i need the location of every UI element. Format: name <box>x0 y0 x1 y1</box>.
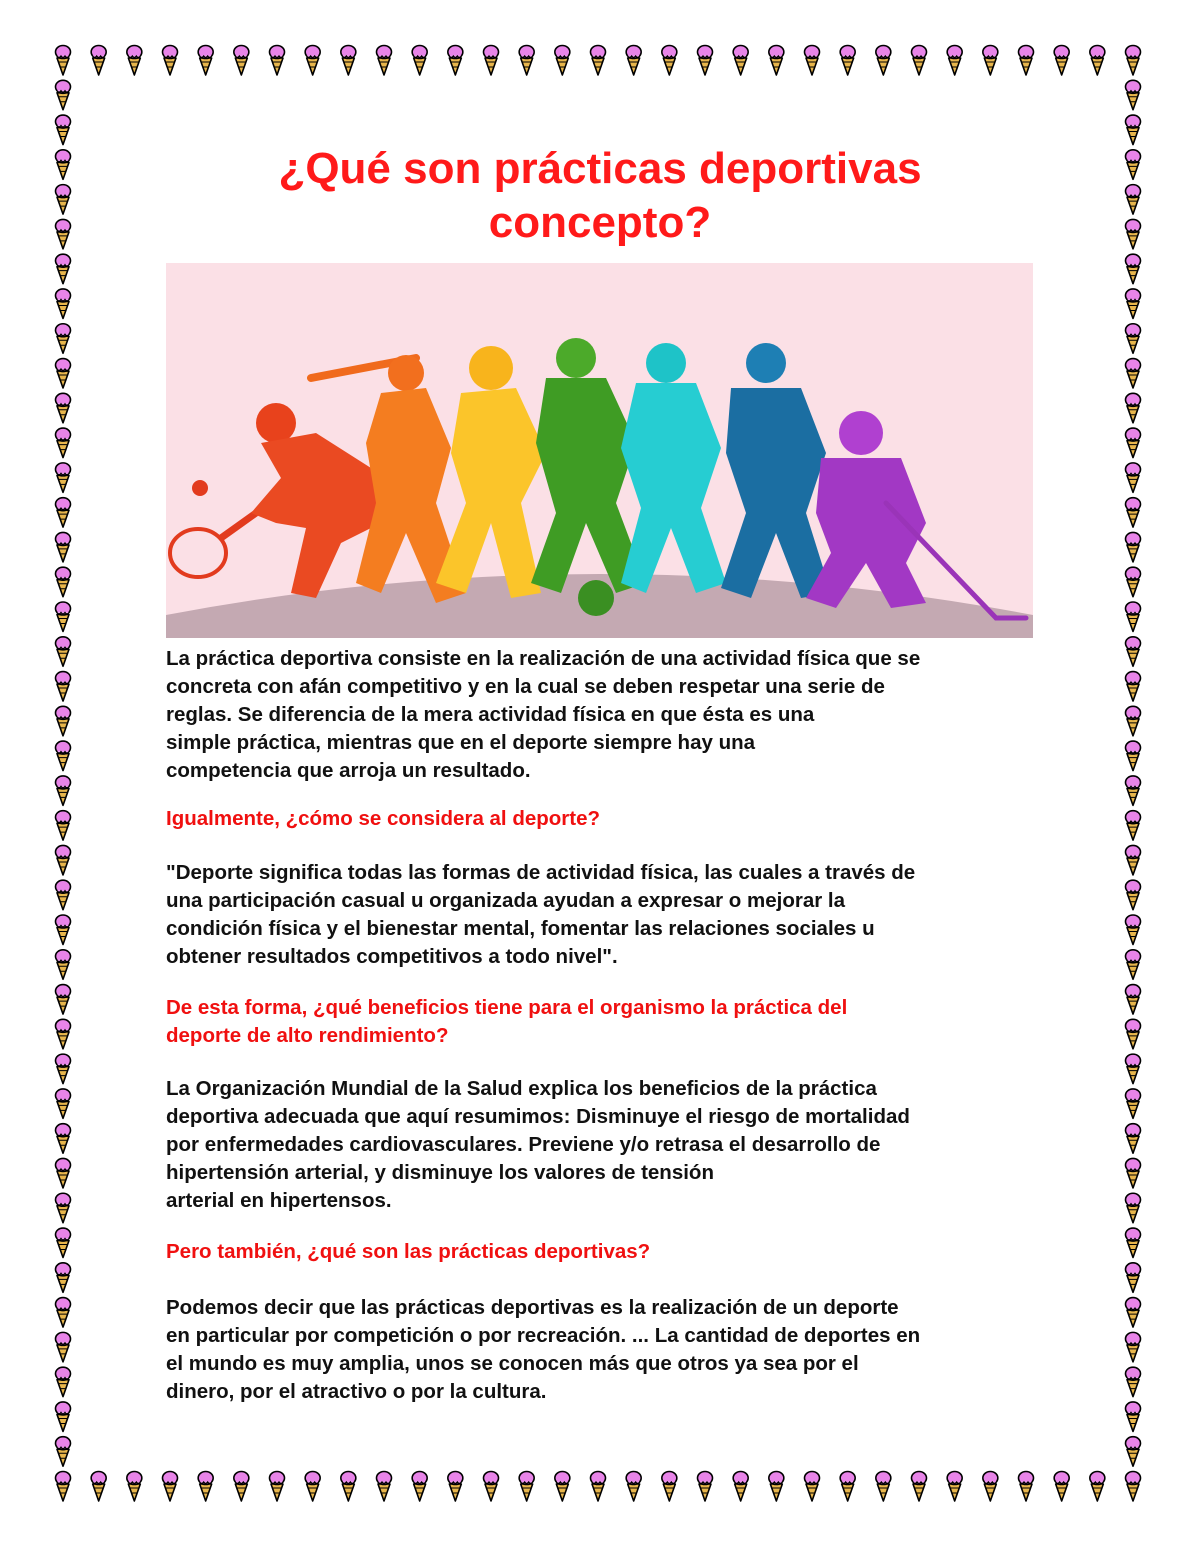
question-heading-3 <box>166 1238 1046 1266</box>
ice-cream-cone-icon <box>840 46 855 76</box>
ice-cream-cone-icon <box>56 393 71 423</box>
ice-cream-cone-icon <box>377 46 392 76</box>
ice-cream-cone-icon <box>1126 1263 1141 1293</box>
ice-cream-cone-icon <box>127 1472 142 1502</box>
text-line: competencia que arroja un resultado. <box>166 759 531 782</box>
ice-cream-cone-icon <box>1126 1193 1141 1223</box>
ice-cream-cone-icon <box>1126 776 1141 806</box>
ice-cream-cone-icon <box>56 1332 71 1362</box>
ice-cream-cone-icon <box>56 1402 71 1432</box>
ice-cream-cone-icon <box>876 1472 891 1502</box>
ice-cream-cone-icon <box>56 950 71 980</box>
ice-cream-cone-icon <box>56 706 71 736</box>
text-line: por enfermedades cardiovasculares. Previene y/o retrasa el desarrollo de <box>166 1133 881 1156</box>
ice-cream-cone-icon <box>1054 1472 1069 1502</box>
ice-cream-cone-icon <box>56 1472 71 1502</box>
ice-cream-cone-icon <box>234 1472 249 1502</box>
text-line: "Deporte significa todas las formas de actividad física, las cuales a través de <box>166 861 916 884</box>
page-title-line1: ¿Qué son prácticas deportivas <box>278 144 922 193</box>
ice-cream-cone-icon <box>91 1472 106 1502</box>
ice-cream-cone-icon <box>1126 811 1141 841</box>
text-line: una participación casual u organizada ayudan a expresar o mejorar la <box>166 889 846 912</box>
ice-cream-cone-icon <box>127 46 142 76</box>
ice-cream-cone-icon <box>377 1472 392 1502</box>
text-line: el mundo es muy amplia, unos se conocen más que otros ya sea por el <box>166 1352 859 1375</box>
ice-cream-cone-icon <box>56 289 71 319</box>
ice-cream-cone-icon <box>947 46 962 76</box>
ice-cream-cone-icon <box>983 1472 998 1502</box>
ice-cream-cone-icon <box>448 46 463 76</box>
page-title <box>150 142 1050 250</box>
text-line: deportiva adecuada que aquí resumimos: Disminuye el riesgo de mortalidad <box>166 1105 910 1128</box>
paragraph-definition <box>166 859 1046 971</box>
ice-cream-cone-icon <box>1126 880 1141 910</box>
ice-cream-cone-icon <box>733 1472 748 1502</box>
ice-cream-cone-icon <box>412 1472 427 1502</box>
ice-cream-cone-icon <box>1019 46 1034 76</box>
ice-cream-cone-icon <box>519 46 534 76</box>
ice-cream-cone-icon <box>56 567 71 597</box>
ice-cream-cone-icon <box>270 46 285 76</box>
ice-cream-cone-icon <box>1126 1298 1141 1328</box>
ice-cream-cone-icon <box>56 672 71 702</box>
ice-cream-cone-icon <box>1126 532 1141 562</box>
ice-cream-cone-icon <box>56 985 71 1015</box>
ice-cream-cone-icon <box>56 463 71 493</box>
ice-cream-cone-icon <box>56 845 71 875</box>
ice-cream-cone-icon <box>1126 359 1141 389</box>
ice-cream-cone-icon <box>56 254 71 284</box>
ice-cream-cone-icon <box>56 1298 71 1328</box>
ice-cream-cone-icon <box>1126 1019 1141 1049</box>
ice-cream-cone-icon <box>1126 498 1141 528</box>
text-line: obtener resultados competitivos a todo nivel". <box>166 945 618 968</box>
ice-cream-cone-icon <box>56 880 71 910</box>
ice-cream-cone-icon <box>1126 324 1141 354</box>
ice-cream-cone-icon <box>662 46 677 76</box>
ice-cream-cone-icon <box>1126 567 1141 597</box>
ice-cream-cone-icon <box>1126 915 1141 945</box>
ice-cream-cone-icon <box>1126 672 1141 702</box>
ice-cream-cone-icon <box>983 46 998 76</box>
ice-cream-cone-icon <box>56 1263 71 1293</box>
ice-cream-cone-icon <box>876 46 891 76</box>
text-line: en particular por competición o por recreación. ... La cantidad de deportes en <box>166 1324 921 1347</box>
text-line: simple práctica, mientras que en el deporte siempre hay una <box>166 731 756 754</box>
ice-cream-cone-icon <box>56 46 71 76</box>
ice-cream-cone-icon <box>56 602 71 632</box>
ice-cream-cone-icon <box>1126 845 1141 875</box>
ice-cream-cone-icon <box>769 1472 784 1502</box>
ice-cream-cone-icon <box>270 1472 285 1502</box>
ice-cream-cone-icon <box>591 1472 606 1502</box>
ice-cream-cone-icon <box>234 46 249 76</box>
text-line: hipertensión arterial, y disminuye los valores de tensión <box>166 1161 714 1184</box>
ice-cream-cone-icon <box>198 46 213 76</box>
ice-cream-cone-icon <box>56 741 71 771</box>
ice-cream-cone-icon <box>56 1124 71 1154</box>
ice-cream-cone-icon <box>163 46 178 76</box>
ice-cream-cone-icon <box>56 1019 71 1049</box>
ice-cream-cone-icon <box>1126 706 1141 736</box>
text-line: reglas. Se diferencia de la mera actividad física en que ésta es una <box>166 703 815 726</box>
paragraph-intro <box>166 645 1046 785</box>
ice-cream-cone-icon <box>1019 1472 1034 1502</box>
ice-cream-cone-icon <box>56 915 71 945</box>
text-line: dinero, por el atractivo o por la cultura. <box>166 1380 547 1403</box>
ice-cream-cone-icon <box>1126 1228 1141 1258</box>
question-heading-2 <box>166 994 1046 1050</box>
question-heading-1 <box>166 805 1046 833</box>
ice-cream-cone-icon <box>56 1193 71 1223</box>
ice-cream-cone-icon <box>484 1472 499 1502</box>
ice-cream-cone-icon <box>1126 1367 1141 1397</box>
ice-cream-cone-icon <box>698 1472 713 1502</box>
ice-cream-cone-icon <box>1126 1472 1141 1502</box>
ice-cream-cone-icon <box>1126 219 1141 249</box>
ice-cream-cone-icon <box>1126 602 1141 632</box>
ice-cream-cone-icon <box>1126 1158 1141 1188</box>
ice-cream-cone-icon <box>1126 1437 1141 1467</box>
athletes-illustration <box>166 263 1033 638</box>
text-line: deporte de alto rendimiento? <box>166 1024 449 1047</box>
ice-cream-cone-icon <box>805 1472 820 1502</box>
ice-cream-cone-icon <box>662 1472 677 1502</box>
ice-cream-cone-icon <box>305 46 320 76</box>
ice-cream-cone-icon <box>1126 428 1141 458</box>
ice-cream-cone-icon <box>805 46 820 76</box>
ice-cream-cone-icon <box>626 46 641 76</box>
ice-cream-cone-icon <box>91 46 106 76</box>
ice-cream-cone-icon <box>341 1472 356 1502</box>
text-line: De esta forma, ¿qué beneficios tiene para el organismo la práctica del <box>166 996 848 1019</box>
text-line: condición física y el bienestar mental, fomentar las relaciones sociales u <box>166 917 875 940</box>
ice-cream-cone-icon <box>912 1472 927 1502</box>
ice-cream-cone-icon <box>947 1472 962 1502</box>
ice-cream-cone-icon <box>484 46 499 76</box>
ice-cream-cone-icon <box>448 1472 463 1502</box>
page-title-line2: concepto? <box>488 198 712 247</box>
ice-cream-cone-icon <box>733 46 748 76</box>
ice-cream-cone-icon <box>163 1472 178 1502</box>
text-line: Pero también, ¿qué son las prácticas deportivas? <box>166 1240 651 1263</box>
ice-cream-cone-icon <box>56 498 71 528</box>
ice-cream-cone-icon <box>1126 1124 1141 1154</box>
text-line: concreta con afán competitivo y en la cual se deben respetar una serie de <box>166 675 885 698</box>
ice-cream-cone-icon <box>840 1472 855 1502</box>
ice-cream-cone-icon <box>56 80 71 110</box>
ice-cream-cone-icon <box>1126 150 1141 180</box>
text-line: Igualmente, ¿cómo se considera al deporte? <box>166 807 601 830</box>
ice-cream-cone-icon <box>1126 393 1141 423</box>
ice-cream-cone-icon <box>769 46 784 76</box>
ice-cream-cone-icon <box>1090 1472 1105 1502</box>
text-line: La práctica deportiva consiste en la realización de una actividad física que se <box>166 647 921 670</box>
ice-cream-cone-icon <box>56 1228 71 1258</box>
ice-cream-cone-icon <box>555 46 570 76</box>
ice-cream-cone-icon <box>1126 1054 1141 1084</box>
text-line: La Organización Mundial de la Salud explica los beneficios de la práctica <box>166 1077 877 1100</box>
ice-cream-cone-icon <box>1126 741 1141 771</box>
ice-cream-cone-icon <box>1126 115 1141 145</box>
ice-cream-cone-icon <box>1090 46 1105 76</box>
ice-cream-cone-icon <box>56 428 71 458</box>
ice-cream-cone-icon <box>1126 254 1141 284</box>
ice-cream-cone-icon <box>56 150 71 180</box>
ice-cream-cone-icon <box>56 532 71 562</box>
ice-cream-cone-icon <box>1126 463 1141 493</box>
ice-cream-cone-icon <box>626 1472 641 1502</box>
ice-cream-cone-icon <box>519 1472 534 1502</box>
ice-cream-cone-icon <box>412 46 427 76</box>
paragraph-practices <box>166 1294 1046 1406</box>
ice-cream-cone-icon <box>1126 985 1141 1015</box>
ice-cream-cone-icon <box>555 1472 570 1502</box>
ice-cream-cone-icon <box>56 1089 71 1119</box>
ice-cream-cone-icon <box>56 219 71 249</box>
ice-cream-cone-icon <box>1126 46 1141 76</box>
ice-cream-cone-icon <box>1126 637 1141 667</box>
ice-cream-cone-icon <box>56 185 71 215</box>
text-line: Podemos decir que las prácticas deportivas es la realización de un deporte <box>166 1296 899 1319</box>
ice-cream-cone-icon <box>698 46 713 76</box>
ice-cream-cone-icon <box>56 115 71 145</box>
paragraph-benefits <box>166 1075 1046 1215</box>
ice-cream-cone-icon <box>56 1367 71 1397</box>
text-line: arterial en hipertensos. <box>166 1189 392 1212</box>
ice-cream-cone-icon <box>1126 1089 1141 1119</box>
ice-cream-cone-icon <box>1054 46 1069 76</box>
ice-cream-cone-icon <box>1126 1402 1141 1432</box>
ice-cream-cone-icon <box>591 46 606 76</box>
ice-cream-cone-icon <box>341 46 356 76</box>
ice-cream-cone-icon <box>1126 950 1141 980</box>
ice-cream-cone-icon <box>1126 185 1141 215</box>
ice-cream-cone-icon <box>1126 1332 1141 1362</box>
ice-cream-cone-icon <box>56 324 71 354</box>
ice-cream-cone-icon <box>56 776 71 806</box>
ice-cream-cone-icon <box>56 811 71 841</box>
ice-cream-cone-icon <box>912 46 927 76</box>
ice-cream-cone-icon <box>56 1437 71 1467</box>
ice-cream-cone-icon <box>1126 80 1141 110</box>
ice-cream-cone-icon <box>56 1054 71 1084</box>
ice-cream-cone-icon <box>56 1158 71 1188</box>
ice-cream-cone-icon <box>56 637 71 667</box>
ice-cream-cone-icon <box>56 359 71 389</box>
ice-cream-cone-icon <box>1126 289 1141 319</box>
ice-cream-cone-icon <box>198 1472 213 1502</box>
ice-cream-cone-icon <box>305 1472 320 1502</box>
